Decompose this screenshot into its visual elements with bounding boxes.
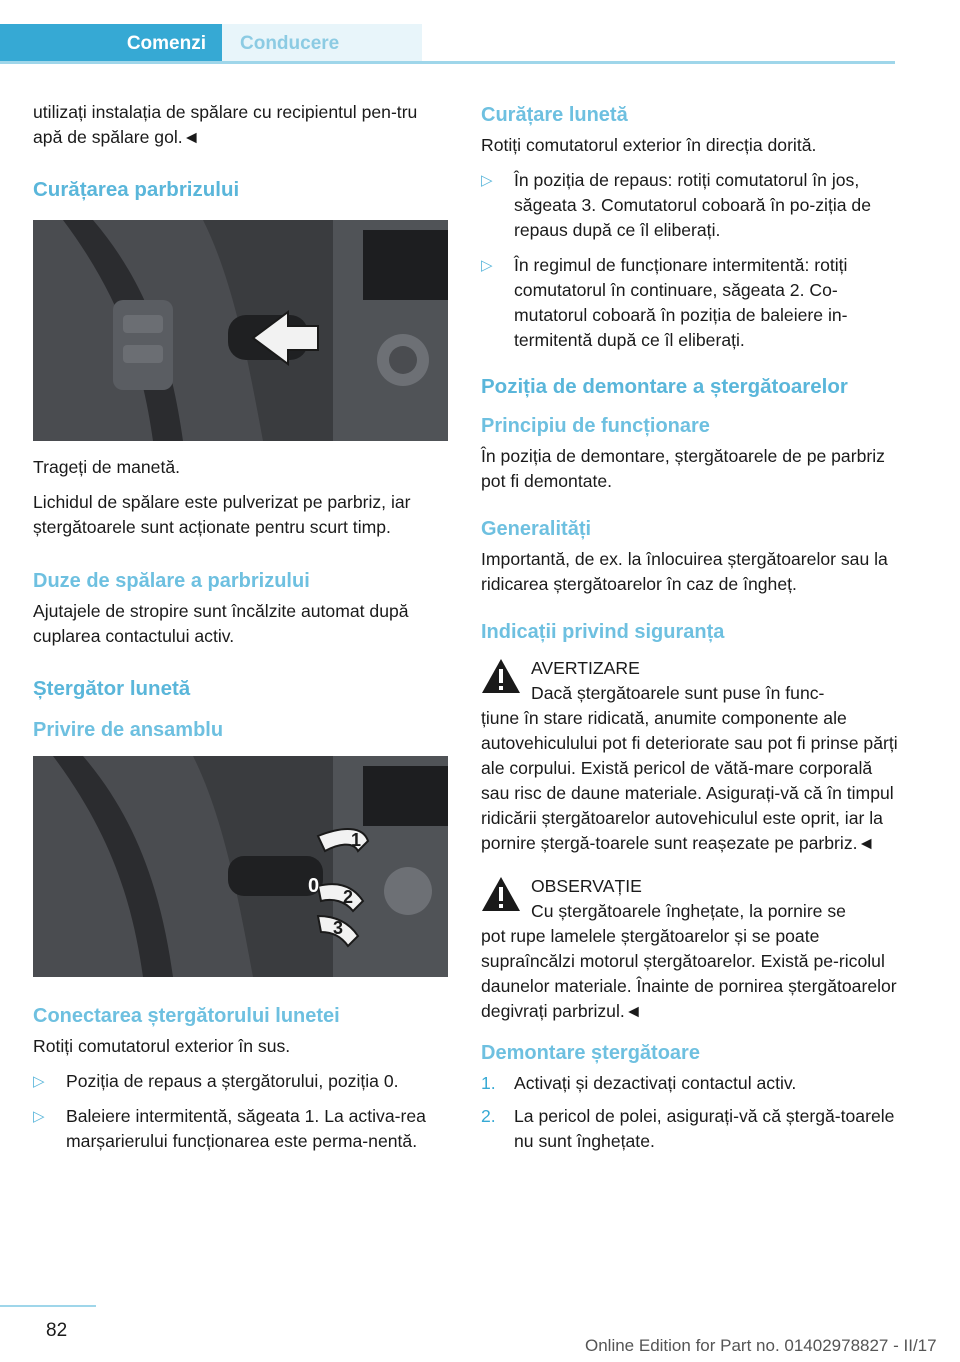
heading-connect: Conectarea ștergătorului lunetei [33, 1005, 340, 1027]
heading-windshield: Curățarea parbrizului [33, 178, 240, 201]
intro-text: utilizați instalația de spălare cu recipientul pen-tru apă de spălare gol.◄ [33, 102, 418, 147]
footer-rule [0, 1305, 96, 1307]
heading-demount: Demontare ștergătoare [481, 1042, 700, 1064]
label-3: 3 [333, 918, 344, 938]
left-column [33, 100, 448, 1164]
tab-comenzi[interactable]: Comenzi [0, 24, 222, 64]
page-number: 82 [46, 1320, 68, 1341]
header-rule [0, 61, 895, 64]
label-0: 0 [308, 875, 320, 897]
triangle-bullet-icon: ▷ [33, 1073, 45, 1090]
pull-text: Trageți de manetă. [33, 457, 181, 477]
list-item: ▷ În regimul de funcționare intermitentă: rotiți comutatorul în continuare, săgeata 2. Co-mutatorul coboară în poziția de baleiere in-termitentă după ce îl eliberați. [481, 255, 848, 350]
triangle-bullet-icon: ▷ [481, 172, 493, 189]
list-item: ▷ Poziția de repaus a ștergătorului, poziția 0. [33, 1069, 448, 1094]
note-title: OBSERVAȚIE [531, 876, 642, 896]
heading-demount-position: Poziția de demontare a ștergătoarelor [481, 375, 848, 398]
photo-rear-wiper-switch [33, 756, 448, 977]
label-1: 1 [351, 830, 362, 850]
triangle-bullet-icon: ▷ [33, 1108, 45, 1125]
warning-triangle-icon [481, 876, 521, 912]
heading-general: Generalități [481, 518, 592, 540]
edition-text: Online Edition for Part no. 01402978827 - II/17 [585, 1336, 937, 1355]
list-item: 1. Activați și dezactivați contactul activ. [481, 1073, 797, 1093]
tab-conducere[interactable]: Conducere [222, 24, 422, 64]
list-item: ▷ În poziția de repaus: rotiți comutatorul în jos, săgeata 3. Comutatorul coboară în po-ziția de repaus după ce îl eliberați. [481, 170, 871, 240]
photo-wiper-lever-pull [33, 220, 448, 441]
list-item: 2. La pericol de polei, asigurați-vă că ștergă-toarele nu sunt înghețate. [481, 1106, 895, 1151]
warning-body: Dacă ștergătoarele sunt puse în func- țiune în stare ridicată, anumite componente ale autovehiculului pot fi deteriorate sau pot fi prinse părți ale corpului. Există pericol de vătă-mare corporală sau risc de daune materiale. Asigurați-vă că în timpul ridicării ștergătoarelor autovehiculul este oprit, iar la pornire ștergă-toarele sunt reașezate pe parbriz.◄ [481, 683, 898, 853]
connect-text: Rotiți comutatorul exterior în sus. [33, 1036, 291, 1056]
warning-title: AVERTIZARE [531, 658, 640, 678]
rotate-text: Rotiți comutatorul exterior în direcția dorită. [481, 135, 817, 155]
triangle-bullet-icon: ▷ [481, 257, 493, 274]
fluid-text: Lichidul de spălare este pulverizat pe parbriz, iar ștergătoarele sunt acționate pentru scurt timp. [33, 492, 411, 537]
general-text: Importantă, de ex. la înlocuirea ștergătoarelor sau la ridicarea ștergătoarelor în caz de îngheț. [481, 549, 888, 594]
heading-nozzles: Duze de spălare a parbrizului [33, 570, 310, 592]
heading-rear-wiper: Ștergător lunetă [33, 677, 191, 700]
nozzles-text: Ajutajele de stropire sunt încălzite automat după cuplarea contactului activ. [33, 601, 409, 646]
heading-principle: Principiu de funcționare [481, 415, 710, 437]
warning-triangle-icon [481, 658, 521, 694]
right-column [481, 100, 901, 1162]
heading-clean-rear: Curățare lunetă [481, 104, 628, 126]
note-box [481, 874, 901, 1024]
connect-list [33, 1069, 448, 1154]
label-2: 2 [343, 887, 354, 907]
steps-list [481, 1071, 901, 1154]
list-item: ▷ Baleiere intermitentă, săgeata 1. La activa-rea marșarierului funcționarea este perma-nentă. [33, 1106, 426, 1151]
principle-text: În poziția de demontare, ștergătoarele de pe parbriz pot fi demontate. [481, 446, 885, 491]
rotate-list [481, 168, 901, 353]
warning-box [481, 656, 901, 856]
note-body: Cu ștergătoarele înghețate, la pornire se pot rupe lamelele ștergătoarelor și se poate supraîncălzi motorul ștergătoarelor. Există pe-ricolul daunelor materiale. Înainte de pornirea ștergătoarelor degivrați parbrizul.◄ [481, 901, 897, 1021]
heading-safety: Indicații privind siguranța [481, 621, 725, 643]
heading-overview: Privire de ansamblu [33, 719, 224, 741]
